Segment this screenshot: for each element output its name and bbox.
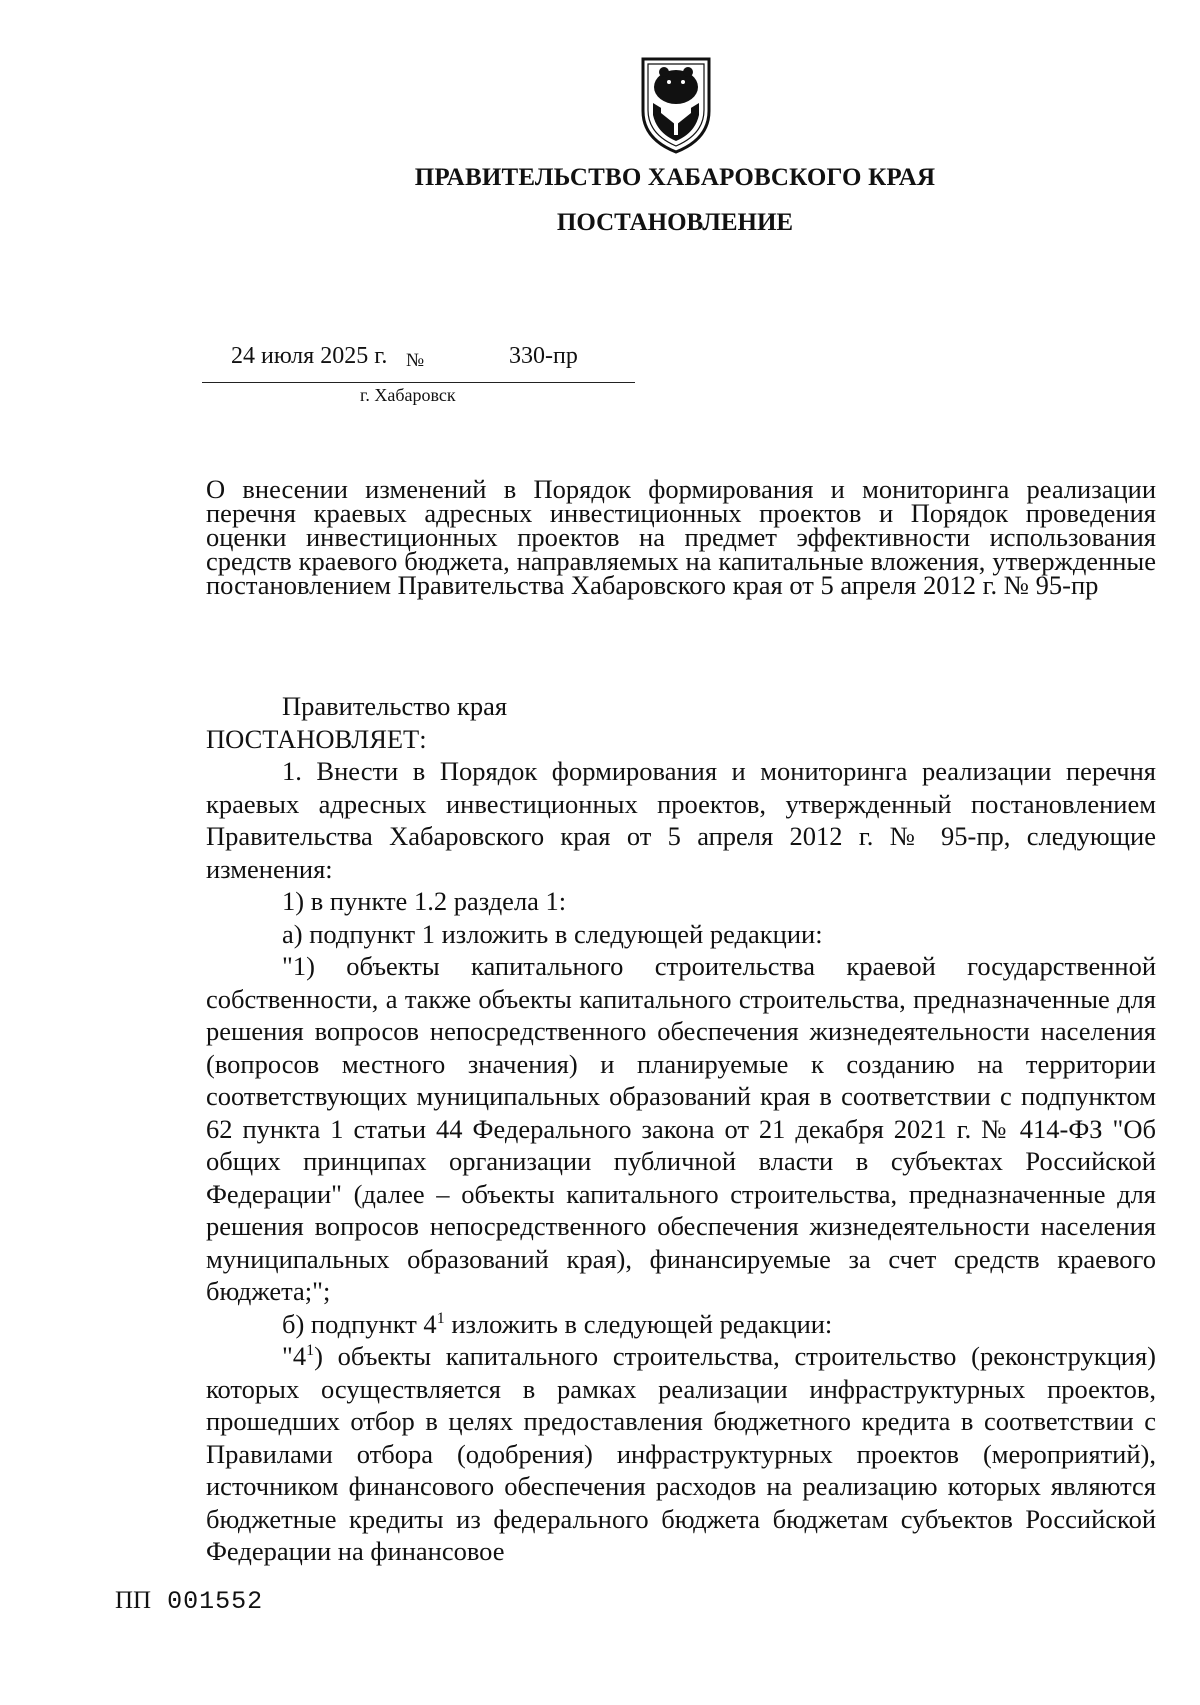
paragraph-4: "1) объекты капитального строительства краевой государственной собственности, а также объекты капитального строительства, предназначенные для решения вопросов непосредственного обеспечения жизнедеятельности населения (вопросов местного значения) и планируемые к созданию на территории соответствующих муниципальных образований края в соответствии с подпунктом 62 пункта 1 статьи 44 Федерального закона от 21 декабря 2021 г. № 414-ФЗ "Об общих принципах организации публичной власти в субъектах Российской Федерации" (далее – объекты капитального строительства, предназначенные для решения вопросов непосредственного обеспечения жизнедеятельности населения муниципальных образований края), финансируемые за счет средств краевого бюджета;"; bbox=[206, 951, 1156, 1306]
form-code: 001552 bbox=[167, 1587, 264, 1616]
paragraph-5-start: б) подпункт 4 bbox=[282, 1308, 437, 1339]
organization-title: ПРАВИТЕЛЬСТВО ХАБАРОВСКОГО КРАЯ bbox=[414, 164, 936, 191]
paragraph-5 bbox=[206, 1308, 1156, 1341]
paragraph-2: 1) в пункте 1.2 раздела 1: bbox=[282, 886, 567, 916]
paragraph-6-start: "4 bbox=[282, 1341, 307, 1371]
number-sign: № bbox=[406, 350, 425, 371]
coat-of-arms-icon bbox=[637, 55, 715, 155]
document-date: 24 июля 2025 г. bbox=[231, 343, 388, 369]
document-body bbox=[206, 690, 1156, 1568]
paragraph-6 bbox=[206, 1340, 1156, 1568]
paragraph-decree: ПОСТАНОВЛЯЕТ: bbox=[206, 723, 427, 754]
document-subject: О внесении изменений в Порядок формирования и мониторинга реализации перечня краевых адресных инвестиционных проектов и Порядок проведения оценки инвестиционных проектов на предмет эффективности использования средств краевого бюджета, направляемых на капитальные вложения, утвержденные постановлением Правительства Хабаровского края от 5 апреля 2012 г. № 95-пр bbox=[206, 474, 1156, 600]
paragraph-6-superscript: 1 bbox=[306, 1342, 315, 1360]
document-city: г. Хабаровск bbox=[360, 385, 456, 405]
form-serial bbox=[115, 1587, 263, 1616]
document-number: 330-пр bbox=[509, 343, 578, 369]
paragraph-5-end: изложить в следующей редакции: bbox=[444, 1308, 833, 1339]
form-series: ПП bbox=[115, 1587, 152, 1614]
paragraph-1: 1. Внести в Порядок формирования и мониторинга реализации перечня краевых адресных инвестиционных проектов, утвержденный постановлением Правительства Хабаровского края от 5 апреля 2012 г. № 95-пр, следующие изменения: bbox=[206, 756, 1156, 884]
document-type: ПОСТАНОВЛЕНИЕ bbox=[556, 209, 794, 236]
paragraph-3: а) подпункт 1 изложить в следующей редакции: bbox=[282, 918, 823, 949]
paragraph-government: Правительство края bbox=[282, 691, 508, 721]
date-underline bbox=[202, 382, 635, 383]
paragraph-6-end: ) объекты капитального строительства, строительство (реконструкция) которых осуществляется в рамках реализации инфраструктурных проектов, прошедших отбор в целях предоставления бюджетного кредита в соответствии с Правилами отбора (одобрения) инфраструктурных проектов (мероприятий), источником финансового обеспечения расходов на реализацию которых являются бюджетные кредиты из федерального бюджета бюджетам субъектов Российской Федерации на финансовое bbox=[206, 1341, 1156, 1566]
paragraph-5-superscript: 1 bbox=[436, 1309, 445, 1327]
